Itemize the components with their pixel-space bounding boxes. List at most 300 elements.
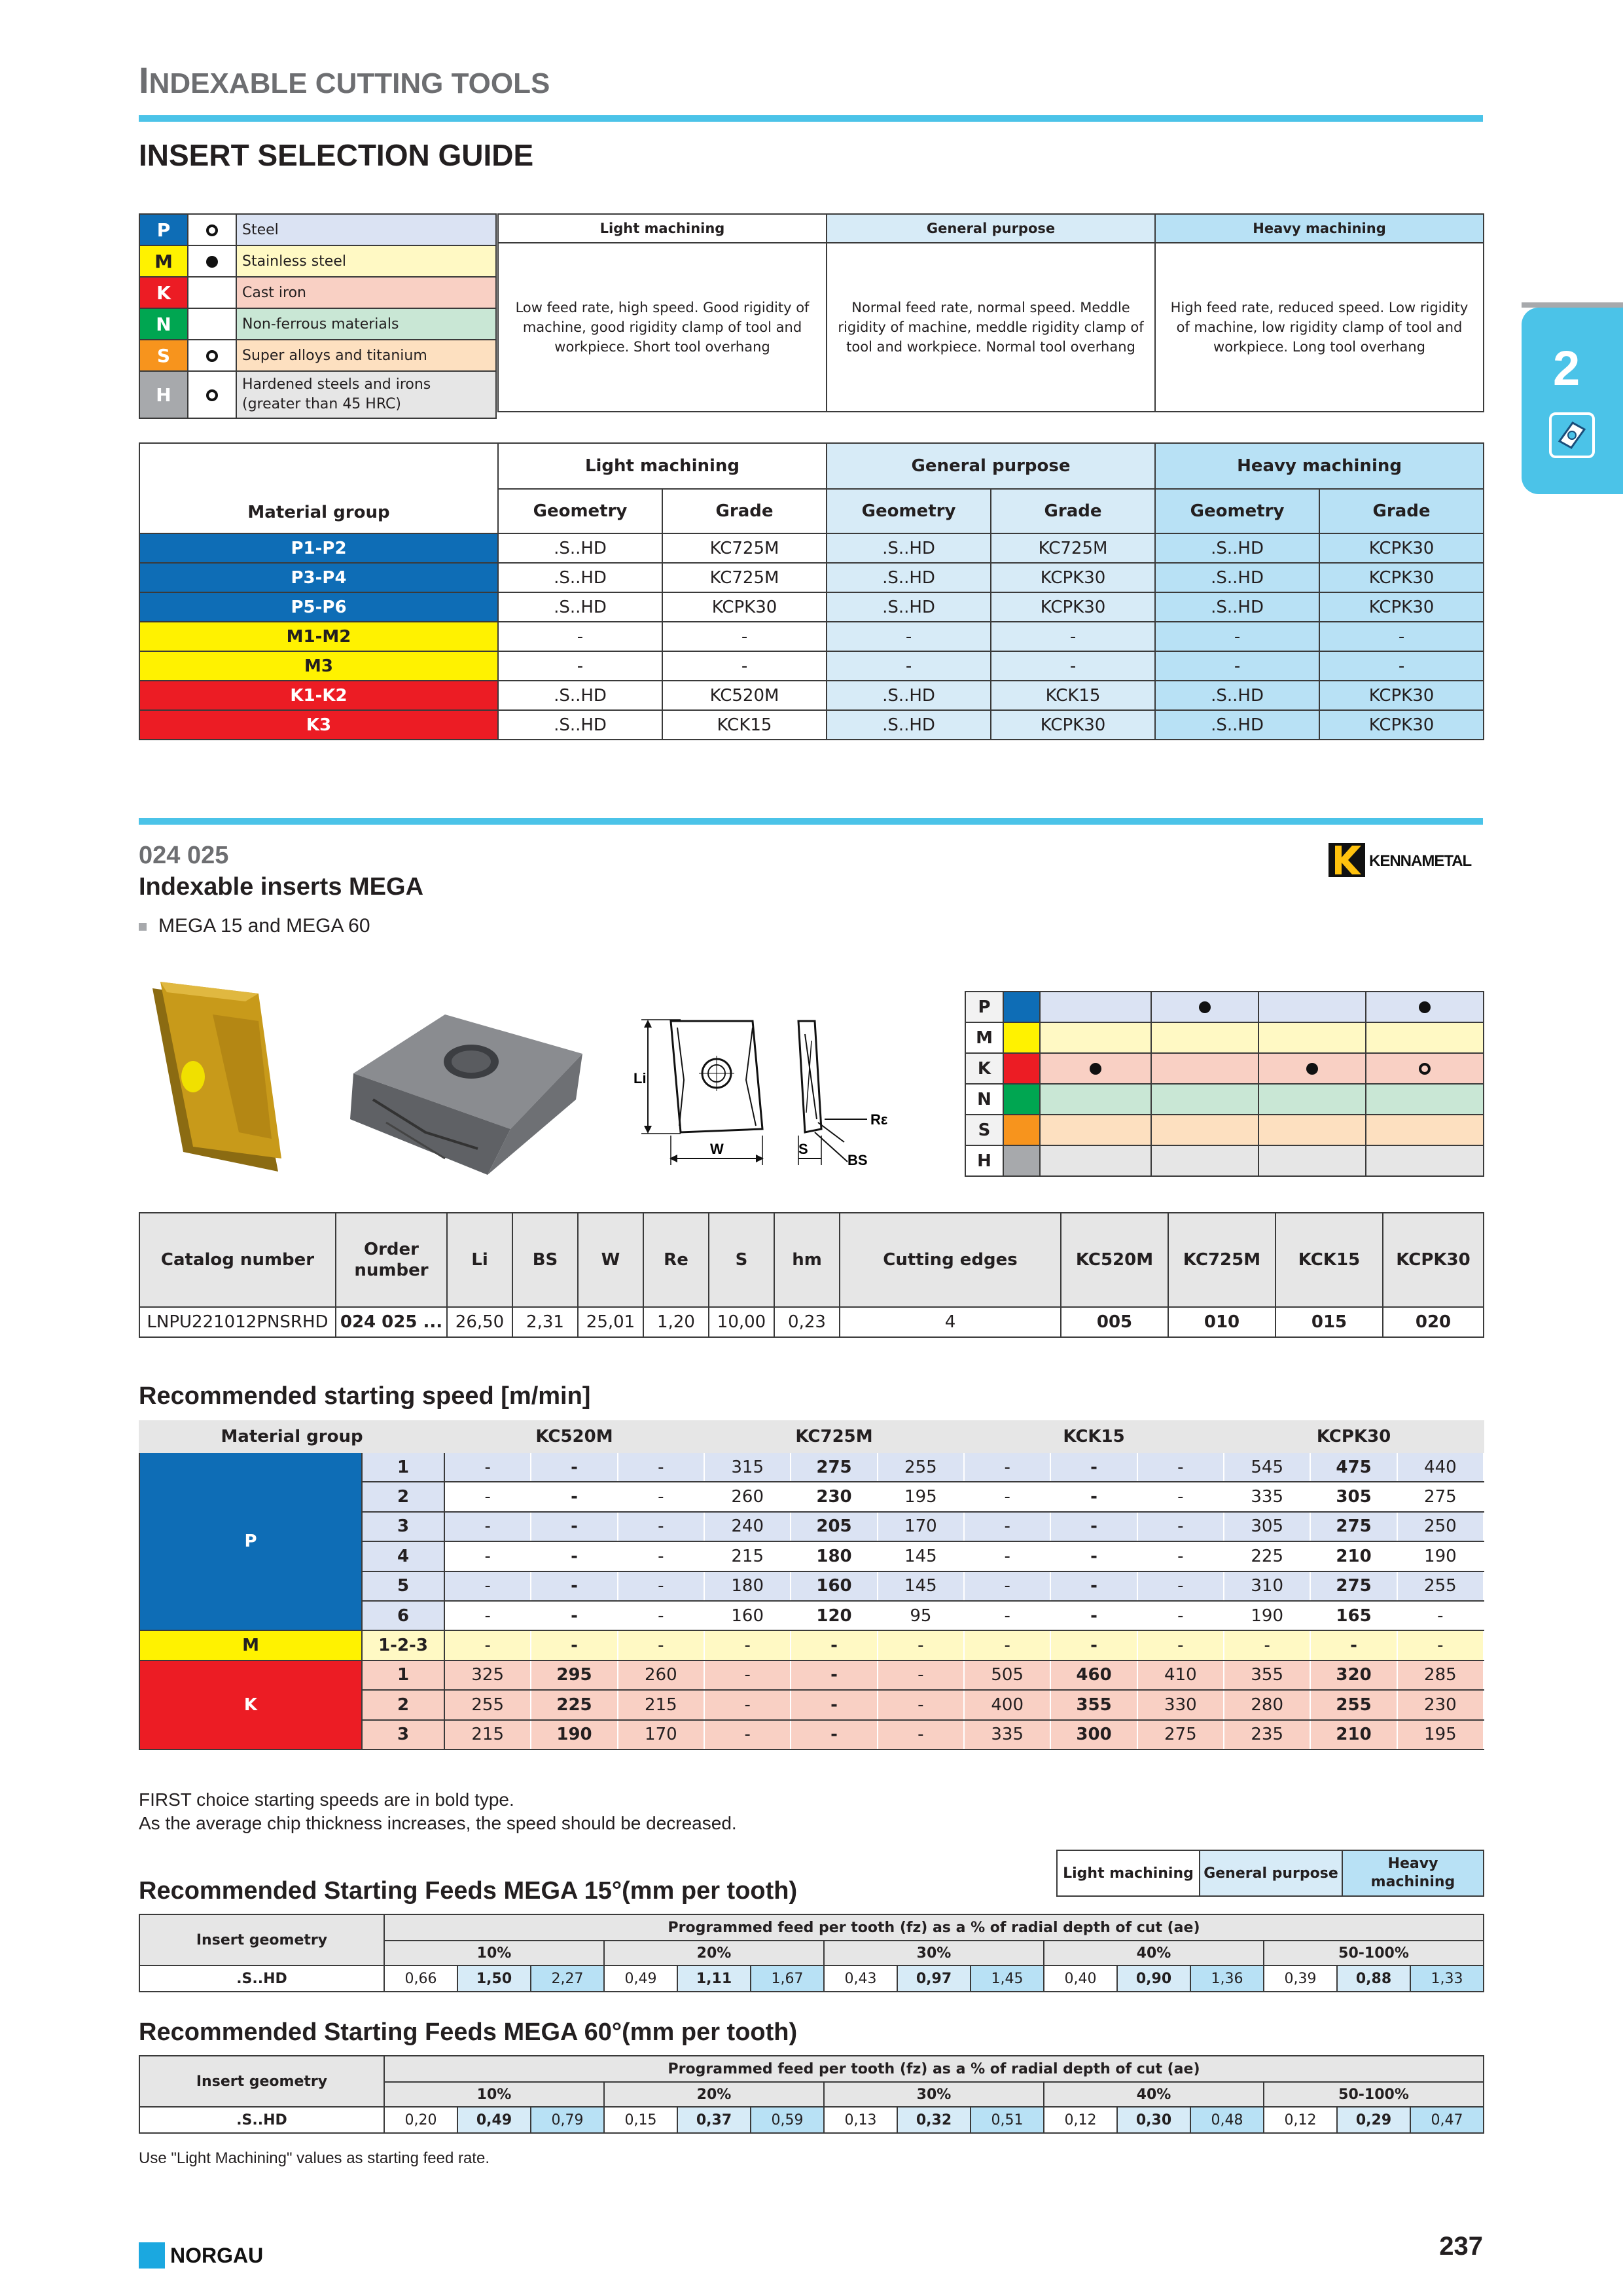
grade-cell: KCPK30 (1319, 710, 1484, 740)
legend-code: N (139, 308, 188, 340)
geometry-cell: .S..HD (827, 533, 991, 563)
feed-value: 0,90 (1117, 1965, 1190, 1992)
pct-header: 50-100% (1264, 1941, 1484, 1965)
speed-value: 195 (878, 1482, 964, 1511)
speed-group-cell: P (139, 1452, 362, 1630)
col-catalog-number: Catalog number (139, 1213, 336, 1307)
cell: 26,50 (447, 1307, 512, 1337)
ring-icon (188, 214, 236, 245)
feed-value: 0,30 (1117, 2107, 1190, 2133)
speed-value: 255 (444, 1690, 531, 1719)
grade-header: Grade (1319, 489, 1484, 533)
matrix-cell (1258, 1053, 1366, 1084)
grade-cell: KC520M (662, 681, 827, 710)
matrix-cell (1040, 1022, 1151, 1053)
geometry-cell: - (827, 651, 991, 681)
feed-value: 0,66 (384, 1965, 457, 1992)
material-legend (139, 213, 497, 419)
mode-desc-line: machine, good rigidity clamp of tool and (522, 319, 802, 335)
speed-value: 215 (618, 1690, 704, 1719)
feed15-title: Recommended Starting Feeds MEGA 15°(mm per tooth) (139, 1877, 798, 1905)
speed-sub-cell: 3 (362, 1720, 444, 1749)
speed-value: 255 (1310, 1690, 1397, 1719)
geometry-header: Geometry (1155, 489, 1319, 533)
feed-value: 0,49 (457, 2107, 531, 2133)
speed-value: 260 (704, 1482, 791, 1511)
dot-icon (1419, 1001, 1431, 1013)
legend-heavy: Heavy machining (1342, 1850, 1484, 1896)
dim-w: W (710, 1141, 724, 1157)
speed-value: 230 (1397, 1690, 1484, 1719)
light-header: Light machining (498, 443, 827, 489)
matrix-cell (1258, 1022, 1366, 1053)
grade-cell: - (662, 651, 827, 681)
speed-value: 300 (1050, 1720, 1137, 1749)
speed-value: 180 (704, 1571, 791, 1601)
speed-value: - (618, 1630, 704, 1660)
speed-value: 120 (791, 1601, 877, 1630)
geometry-cell: .S..HD (498, 681, 662, 710)
legend-code: P (139, 214, 188, 245)
page-title: INSERT SELECTION GUIDE (139, 138, 534, 172)
cell: 25,01 (578, 1307, 643, 1337)
kennametal-logo (1329, 843, 1483, 877)
speed-grade: KCPK30 (1224, 1421, 1484, 1452)
section-header (139, 59, 550, 101)
material-group-cell: P5-P6 (139, 592, 498, 622)
pct-header: 30% (824, 1941, 1044, 1965)
speed-value: - (704, 1660, 791, 1690)
speed-value: 215 (704, 1541, 791, 1571)
matrix-cell (1366, 1053, 1484, 1084)
geometry-cell: .S..HD (498, 563, 662, 592)
speed-value: - (1137, 1601, 1224, 1630)
matrix-color-swatch (1003, 992, 1040, 1022)
speed-value: 145 (878, 1571, 964, 1601)
speed-value: - (1050, 1571, 1137, 1601)
dim-li: Li (633, 1070, 647, 1086)
legend-name: Stainless steel (236, 245, 496, 277)
speed-value: 275 (1310, 1571, 1397, 1601)
grade-cell: - (991, 651, 1155, 681)
matrix-cell (1258, 992, 1366, 1022)
product-bullet (139, 915, 370, 937)
matrix-cell (1151, 1022, 1258, 1053)
speed-value: - (1050, 1482, 1137, 1511)
grade-cell: - (991, 622, 1155, 651)
table-row (139, 1660, 1484, 1690)
speed-sub-cell: 1 (362, 1452, 444, 1482)
feed-value: 0,48 (1190, 2107, 1264, 2133)
brand-text: KENNAMETAL (1369, 852, 1472, 870)
feed-value: 0,37 (677, 2107, 751, 2133)
col-hm: hm (774, 1213, 840, 1307)
speed-value: 315 (704, 1452, 791, 1482)
matrix-cell (1151, 992, 1258, 1022)
speed-value: - (1224, 1630, 1310, 1660)
table-row (965, 992, 1484, 1022)
table-row (139, 2107, 1484, 2133)
speed-value: - (444, 1541, 531, 1571)
ring-icon (1419, 1063, 1431, 1075)
speed-value: 190 (1397, 1541, 1484, 1571)
speed-table (139, 1420, 1484, 1750)
speed-value: - (704, 1690, 791, 1719)
speed-value: - (1137, 1482, 1224, 1511)
feed-value: 0,40 (1044, 1965, 1117, 1992)
feed-value: 0,12 (1264, 2107, 1337, 2133)
speed-sub-cell: 4 (362, 1541, 444, 1571)
speed-value: - (618, 1452, 704, 1482)
mode-heavy-label: Heavy machining (1155, 214, 1484, 243)
speed-value: 355 (1050, 1690, 1137, 1719)
product-code: 024 025 (139, 842, 229, 869)
geometry-cell: .S..HD (1155, 592, 1319, 622)
matrix-cell (1151, 1053, 1258, 1084)
speed-value: - (531, 1601, 617, 1630)
speed-sub-cell: 2 (362, 1482, 444, 1511)
grade-matrix (965, 991, 1484, 1177)
matrix-cell (1040, 1053, 1151, 1084)
matrix-cell (1151, 1115, 1258, 1145)
mode-desc-line: Low feed rate, high speed. Good rigidity of (515, 300, 810, 315)
material-group-cell: K1-K2 (139, 681, 498, 710)
table-row (139, 622, 1484, 651)
speed-value: - (1310, 1630, 1397, 1660)
speed-group-cell: M (139, 1630, 362, 1660)
material-group-cell: M1-M2 (139, 622, 498, 651)
cell: 10,00 (709, 1307, 774, 1337)
legend-name-2: (greater than 45 HRC) (242, 396, 401, 412)
cell: 010 (1168, 1307, 1275, 1337)
side-tab[interactable] (1522, 308, 1623, 494)
matrix-cell (1366, 1084, 1484, 1115)
matrix-cell (1258, 1084, 1366, 1115)
speed-value: 260 (618, 1660, 704, 1690)
geometry-cell: .S..HD (139, 1965, 384, 1992)
speed-value: - (964, 1482, 1050, 1511)
dim-s: S (798, 1141, 808, 1157)
feed-value: 0,15 (604, 2107, 677, 2133)
speed-grade: KCK15 (964, 1421, 1224, 1452)
speed-value: 295 (531, 1660, 617, 1690)
material-group-cell: K3 (139, 710, 498, 740)
table-row (965, 1084, 1484, 1115)
matrix-code: K (965, 1053, 1003, 1084)
legend-name: Super alloys and titanium (236, 340, 496, 371)
speed-value: - (878, 1720, 964, 1749)
header-rule (139, 115, 1483, 122)
pct-header: 20% (604, 1941, 824, 1965)
matrix-cell (1040, 1084, 1151, 1115)
speed-value: - (1137, 1571, 1224, 1601)
speed-value: 165 (1310, 1601, 1397, 1630)
matrix-code: H (965, 1145, 1003, 1176)
feed-value: 1,33 (1410, 1965, 1484, 1992)
legend-code: H (139, 371, 188, 418)
speed-value: - (964, 1452, 1050, 1482)
speed-value: 170 (878, 1512, 964, 1541)
speed-value: - (1137, 1541, 1224, 1571)
speed-value: 255 (1397, 1571, 1484, 1601)
geometry-cell: .S..HD (1155, 681, 1319, 710)
section-cap: I (139, 60, 149, 101)
geometry-cell: .S..HD (1155, 533, 1319, 563)
cell: 4 (840, 1307, 1061, 1337)
mode-desc-line: workpiece. Long tool overhang (1213, 339, 1425, 355)
speed-value: - (791, 1660, 877, 1690)
feed-value: 0,47 (1410, 2107, 1484, 2133)
insert-photo (147, 975, 285, 1172)
pct-header: 10% (384, 2082, 604, 2107)
speed-value: - (964, 1601, 1050, 1630)
speed-value: 280 (1224, 1690, 1310, 1719)
speed-value: - (964, 1541, 1050, 1571)
grade-cell: KCPK30 (991, 563, 1155, 592)
feed-value: 0,59 (751, 2107, 824, 2133)
speed-value: 505 (964, 1660, 1050, 1690)
matrix-cell (1151, 1145, 1258, 1176)
grade-cell: KC725M (662, 563, 827, 592)
speed-value: - (1050, 1601, 1137, 1630)
speed-value: - (1050, 1452, 1137, 1482)
speed-value: - (444, 1512, 531, 1541)
speed-value: 310 (1224, 1571, 1310, 1601)
speed-value: 180 (791, 1541, 877, 1571)
speed-value: 275 (1397, 1482, 1484, 1511)
speed-value: - (444, 1482, 531, 1511)
matrix-cell (1040, 1115, 1151, 1145)
dim-re: Rε (870, 1111, 888, 1128)
speed-value: 215 (444, 1720, 531, 1749)
speed-value: - (444, 1630, 531, 1660)
speed-sub-cell: 1-2-3 (362, 1630, 444, 1660)
table-row (965, 1115, 1484, 1145)
grade-cell: - (1319, 622, 1484, 651)
speed-value: 440 (1397, 1452, 1484, 1482)
geometry-header: Geometry (827, 489, 991, 533)
legend-code: K (139, 277, 188, 308)
col-order-number: Order number (336, 1213, 447, 1307)
col-li: Li (447, 1213, 512, 1307)
table-row (139, 1965, 1484, 1992)
speed-group-cell: K (139, 1660, 362, 1749)
feed-value: 0,29 (1337, 2107, 1410, 2133)
cell: 015 (1275, 1307, 1383, 1337)
speed-value: - (444, 1571, 531, 1601)
order-number[interactable]: 024 025 ... (336, 1307, 447, 1337)
speed-value: 460 (1050, 1660, 1137, 1690)
table-row (139, 1630, 1484, 1660)
speed-value: - (964, 1571, 1050, 1601)
geometry-cell: .S..HD (827, 592, 991, 622)
speed-value: 320 (1310, 1660, 1397, 1690)
bullet-text: MEGA 15 and MEGA 60 (158, 915, 370, 937)
geometry-cell: .S..HD (827, 681, 991, 710)
speed-value: 190 (1224, 1601, 1310, 1630)
speed-value: 410 (1137, 1660, 1224, 1690)
speed-value: - (531, 1482, 617, 1511)
pct-header: 50-100% (1264, 2082, 1484, 2107)
insert-3d-view (347, 1008, 589, 1178)
speed-value: - (878, 1630, 964, 1660)
cell: 020 (1383, 1307, 1484, 1337)
table-row (139, 563, 1484, 592)
table-row (139, 533, 1484, 563)
grade-cell: KCPK30 (1319, 592, 1484, 622)
speed-value: - (791, 1690, 877, 1719)
dot-icon (188, 245, 236, 277)
speed-value: - (791, 1630, 877, 1660)
programmed-feed-header: Programmed feed per tooth (fz) as a % of radial depth of cut (ae) (384, 1914, 1484, 1941)
geometry-cell: - (1155, 651, 1319, 681)
feed-value: 0,12 (1044, 2107, 1117, 2133)
machining-modes (497, 213, 1484, 412)
geometry-cell: - (498, 651, 662, 681)
speed-value: 275 (791, 1452, 877, 1482)
speed-value: - (704, 1630, 791, 1660)
speed-value: - (531, 1630, 617, 1660)
programmed-feed-header: Programmed feed per tooth (fz) as a % of radial depth of cut (ae) (384, 2056, 1484, 2082)
speed-value: 240 (704, 1512, 791, 1541)
col-w: W (578, 1213, 643, 1307)
speed-value: 305 (1310, 1482, 1397, 1511)
speed-value: - (1137, 1630, 1224, 1660)
speed-value: - (964, 1630, 1050, 1660)
section-rest: NDEXABLE CUTTING TOOLS (149, 67, 550, 99)
speed-note-1: FIRST choice starting speeds are in bold type. (139, 1789, 514, 1810)
matrix-code: N (965, 1084, 1003, 1115)
feed-value: 1,11 (677, 1965, 751, 1992)
mode-desc-line: rigidity of machine, meddle rigidity clamp of (838, 319, 1144, 335)
geometry-header: Geometry (498, 489, 662, 533)
speed-value: - (1050, 1630, 1137, 1660)
grade-header: Grade (662, 489, 827, 533)
geometry-cell: .S..HD (139, 2107, 384, 2133)
mode-light-label: Light machining (498, 214, 827, 243)
grade-cell: KCPK30 (1319, 681, 1484, 710)
mode-desc-line: tool and workpiece. Normal tool overhang (846, 339, 1135, 355)
dot-icon (1199, 1001, 1211, 1013)
geometry-cell: .S..HD (498, 592, 662, 622)
ring-icon (188, 340, 236, 371)
legend-name: Steel (236, 214, 496, 245)
speed-value: 210 (1310, 1541, 1397, 1571)
catalog-number[interactable]: LNPU221012PNSRHD (139, 1307, 336, 1337)
speed-grade: KC520M (444, 1421, 704, 1452)
feed-value: 1,67 (751, 1965, 824, 1992)
table-row (139, 710, 1484, 740)
product-rule (139, 818, 1483, 825)
speed-value: 335 (1224, 1482, 1310, 1511)
speed-value: - (878, 1660, 964, 1690)
grade-cell: KCPK30 (991, 710, 1155, 740)
speed-value: 145 (878, 1541, 964, 1571)
speed-value: 275 (1137, 1720, 1224, 1749)
speed-value: 95 (878, 1601, 964, 1630)
speed-value: 400 (964, 1690, 1050, 1719)
geometry-cell: - (498, 622, 662, 651)
geometry-cell: .S..HD (827, 710, 991, 740)
legend-name: Non-ferrous materials (236, 308, 496, 340)
matrix-code: S (965, 1115, 1003, 1145)
grade-header: Grade (991, 489, 1155, 533)
insert-geometry-header: Insert geometry (139, 2056, 384, 2107)
mode-desc-line: workpiece. Short tool overhang (554, 339, 770, 355)
material-group-cell: P1-P2 (139, 533, 498, 563)
table-row (139, 1452, 1484, 1482)
speed-value: - (531, 1541, 617, 1571)
geometry-cell: .S..HD (1155, 563, 1319, 592)
speed-value: 355 (1224, 1660, 1310, 1690)
pct-header: 20% (604, 2082, 824, 2107)
table-row (139, 592, 1484, 622)
speed-value: - (704, 1720, 791, 1749)
matrix-color-swatch (1003, 1115, 1040, 1145)
matrix-cell (1366, 992, 1484, 1022)
table-row (139, 651, 1484, 681)
col-cutting-edges: Cutting edges (840, 1213, 1061, 1307)
speed-value: - (531, 1512, 617, 1541)
grade-cell: KCPK30 (991, 592, 1155, 622)
speed-value: 230 (791, 1482, 877, 1511)
table-row[interactable] (139, 1307, 1484, 1337)
legend-code: S (139, 340, 188, 371)
matrix-color-swatch (1003, 1053, 1040, 1084)
page-number: 237 (1439, 2232, 1483, 2261)
grade-cell: - (662, 622, 827, 651)
feed15-table (139, 1914, 1484, 1992)
feed-value: 0,32 (897, 2107, 971, 2133)
speed-sub-cell: 1 (362, 1660, 444, 1690)
table-row (965, 1022, 1484, 1053)
speed-value: - (618, 1482, 704, 1511)
feed-value: 0,97 (897, 1965, 971, 1992)
table-row (965, 1145, 1484, 1176)
speed-value: 305 (1224, 1512, 1310, 1541)
speed-value: 160 (704, 1601, 791, 1630)
matrix-color-swatch (1003, 1145, 1040, 1176)
matrix-color-swatch (1003, 1084, 1040, 1115)
speed-value: 210 (1310, 1720, 1397, 1749)
speed-value: 255 (878, 1452, 964, 1482)
speed-value: - (964, 1512, 1050, 1541)
pct-header: 10% (384, 1941, 604, 1965)
grade-cell: KC725M (662, 533, 827, 563)
side-tab-number: 2 (1553, 341, 1580, 395)
cell: 0,23 (774, 1307, 840, 1337)
grade-cell: KCK15 (662, 710, 827, 740)
speed-value: - (1050, 1512, 1137, 1541)
col-kc520m: KC520M (1061, 1213, 1168, 1307)
speed-title: Recommended starting speed [m/min] (139, 1382, 591, 1410)
speed-value: 545 (1224, 1452, 1310, 1482)
matrix-cell (1258, 1115, 1366, 1145)
feed-value: 0,51 (971, 2107, 1044, 2133)
feed-value: 0,79 (531, 2107, 604, 2133)
cell: 1,20 (643, 1307, 709, 1337)
col-kck15: KCK15 (1275, 1213, 1383, 1307)
mode-general-label: General purpose (827, 214, 1155, 243)
matrix-cell (1040, 992, 1151, 1022)
speed-value: 225 (1224, 1541, 1310, 1571)
geometry-cell: .S..HD (498, 533, 662, 563)
speed-value: - (531, 1571, 617, 1601)
speed-value: 235 (1224, 1720, 1310, 1749)
grade-cell: KCK15 (991, 681, 1155, 710)
speed-value: - (618, 1601, 704, 1630)
catalog-table (139, 1212, 1484, 1338)
